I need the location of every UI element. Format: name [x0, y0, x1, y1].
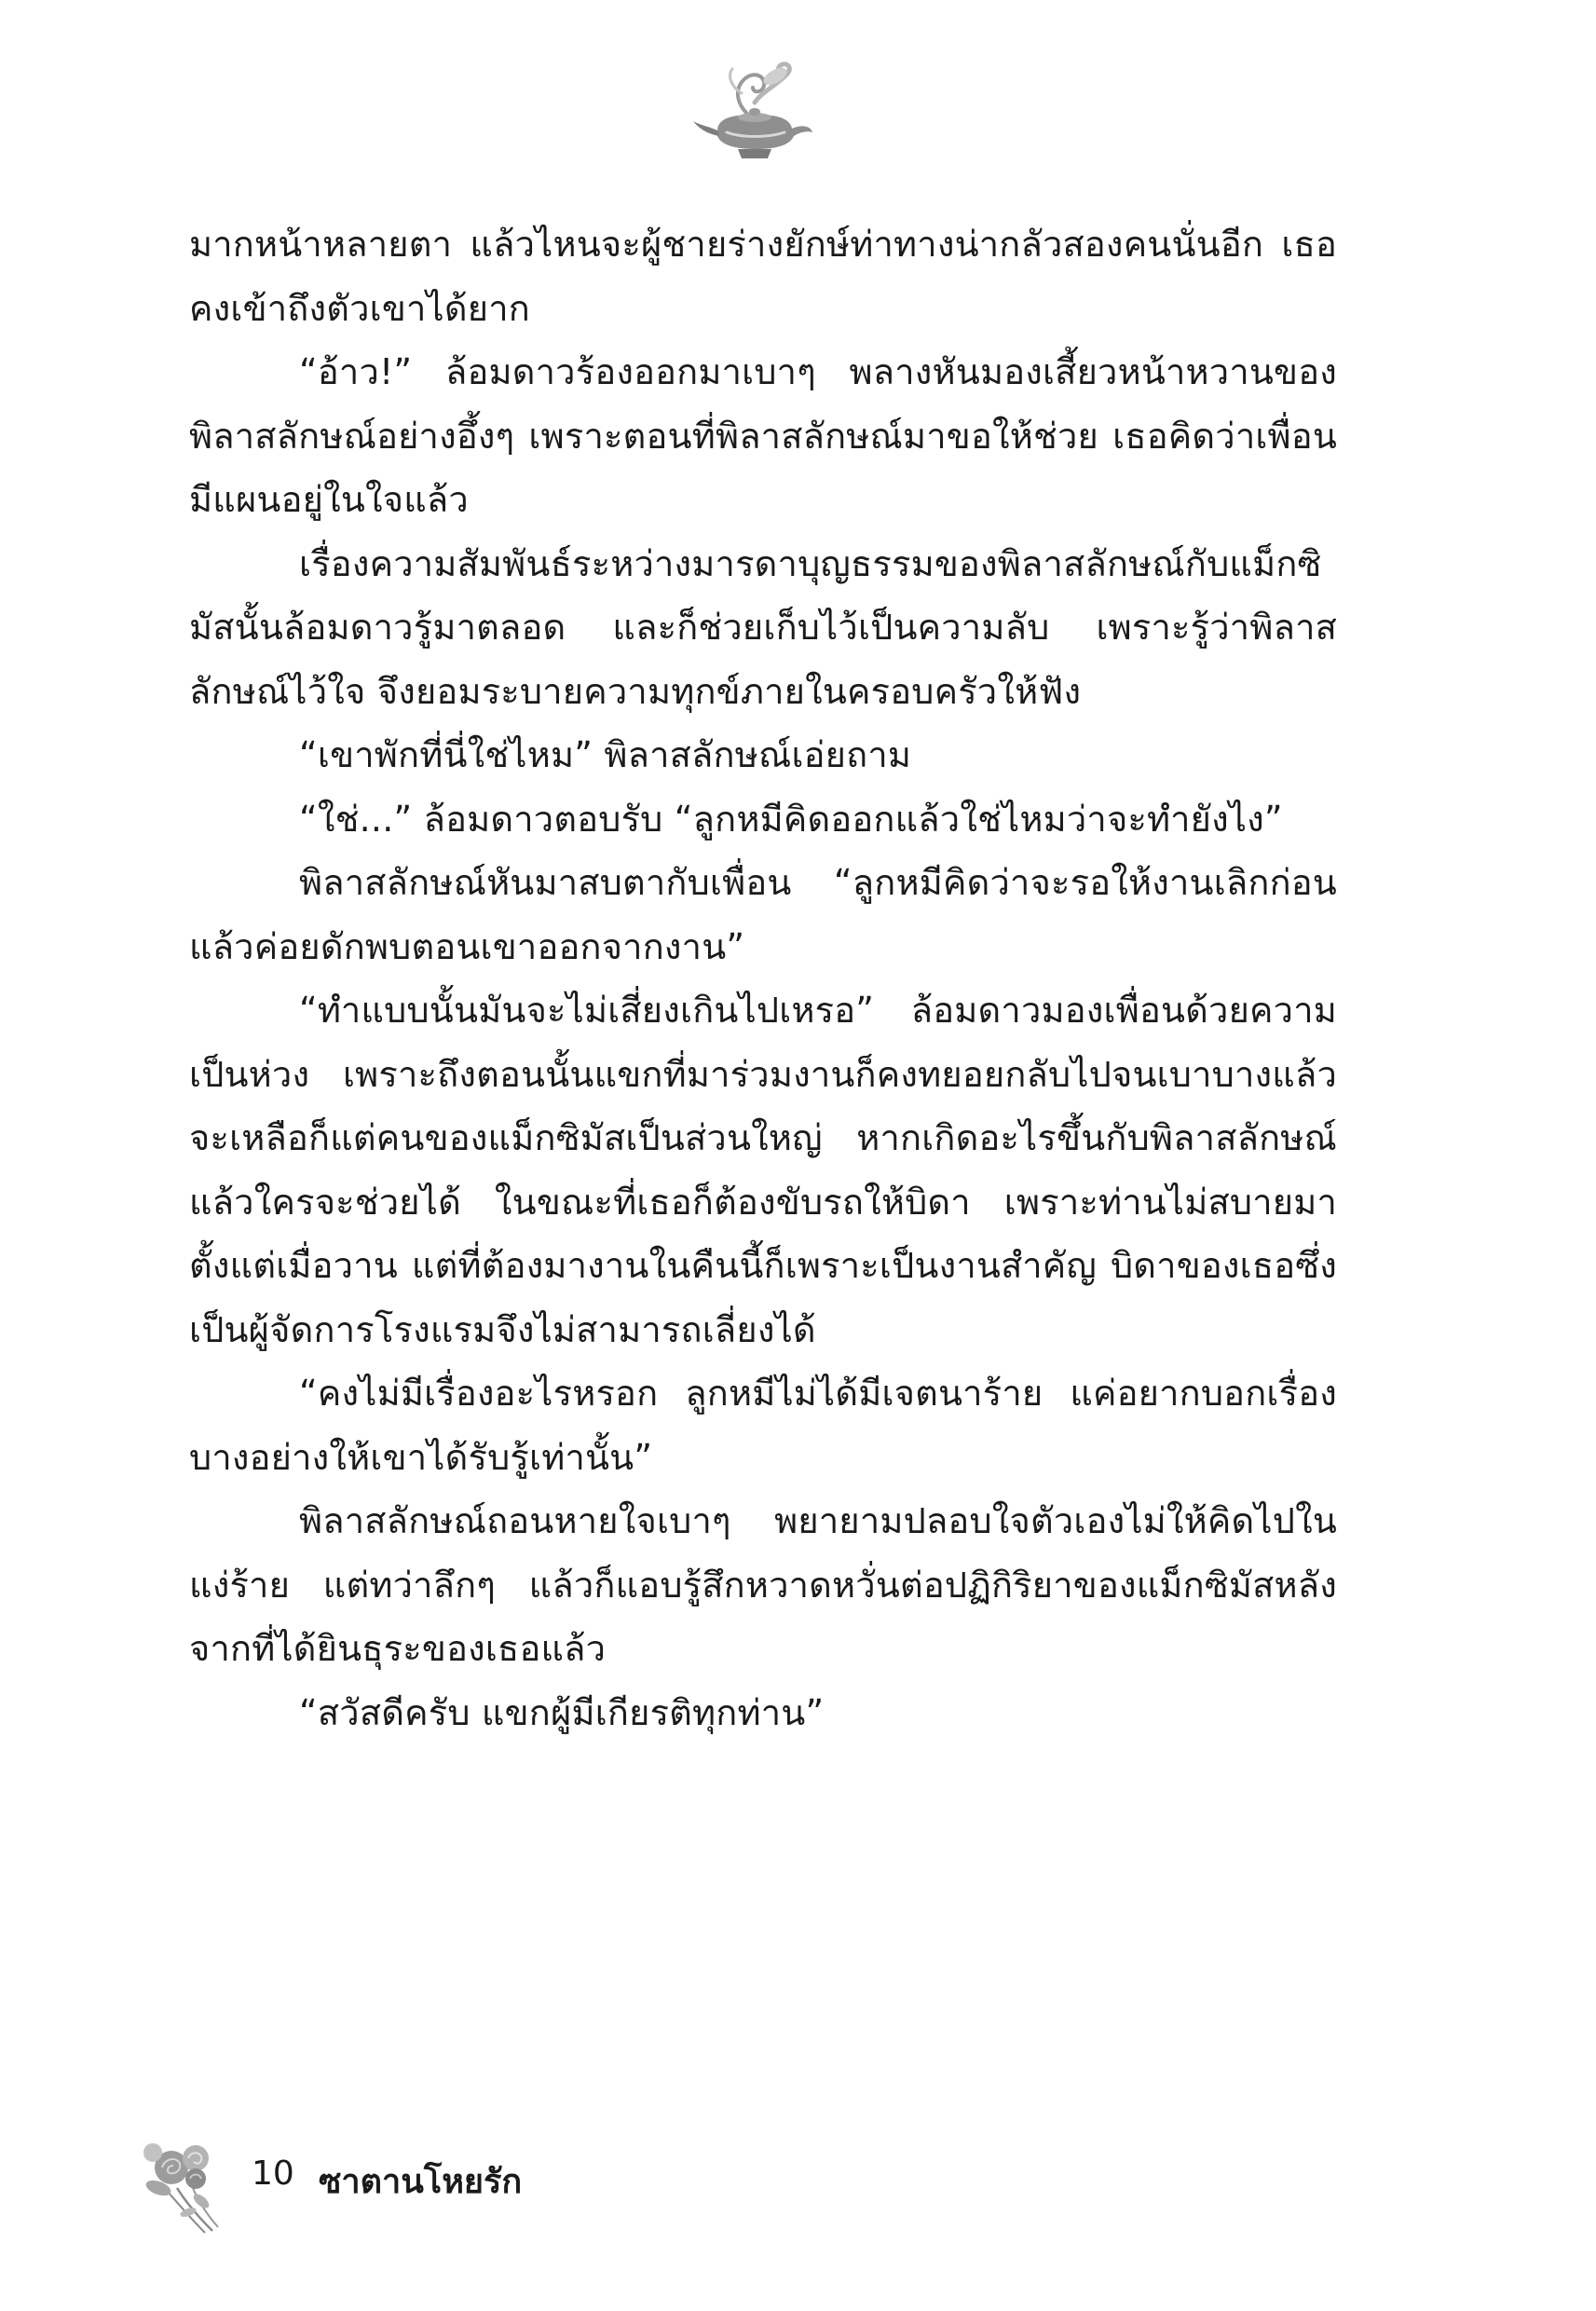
rose-bouquet-icon [140, 2134, 229, 2236]
page-number: 10 [252, 2154, 294, 2193]
paragraph-3: เรื่องความสัมพันธ์ระหว่างมารดาบุญธรรมของพิลาสลักษณ์กับแม็กซิมัสนั้นล้อมดาวรู้มาตลอด และก็ช่วยเก็บไว้เป็นความลับ เพราะรู้ว่าพิลาสลักษณ์ไว้ใจ จึงยอมระบายความทุกข์ภายในครอบครัวให้ฟัง [189, 542, 1337, 712]
paragraph-7: “ทำแบบนั้นมันจะไม่เสี่ยงเกินไปเหรอ” ล้อมดาวมองเพื่อนด้วยความเป็นห่วง เพราะถึงตอนนั้นแขกที่มาร่วมงานก็คงทยอยกลับไปจนเบาบางแล้ว จะเหลือก็แต่คนของแม็กซิมัสเป็นส่วนใหญ่ หากเกิดอะไรขึ้นกับพิลาสลักษณ์แล้วใครจะช่วยได้ ในขณะที่เธอก็ต้องขับรถให้บิดา เพราะท่านไม่สบายมาตั้งแต่เมื่อวาน แต่ที่ต้องมางานในคืนนี้ก็เพราะเป็นงานสำคัญ บิดาของเธอซึ่งเป็นผู้จัดการโรงแรมจึงไม่สามารถเลี่ยงได้ [189, 990, 1337, 1350]
book-title: ซาตานโหยรัก [319, 2163, 523, 2201]
lamp-genie-ornament-icon [689, 56, 820, 168]
paragraph-4: “เขาพักที่นี่ใช่ไหม” พิลาสลักษณ์เอ่ยถาม [299, 734, 912, 775]
paragraph-2: “อ้าว!” ล้อมดาวร้องออกมาเบาๆ พลางหันมองเสี้ยวหน้าหวานของพิลาสลักษณ์อย่างอึ้งๆ เพราะตอนที่พิลาสลักษณ์มาขอให้ช่วย เธอคิดว่าเพื่อนมีแผนอยู่ในใจแล้ว [189, 351, 1337, 520]
paragraph-1: มากหน้าหลายตา แล้วไหนจะผู้ชายร่างยักษ์ท่าทางน่ากลัวสองคนนั่นอีก เธอคงเข้าถึงตัวเขาได้ยาก [189, 224, 1337, 329]
page-footer [140, 2134, 792, 2236]
paragraph-5: “ใช่...” ล้อมดาวตอบรับ “ลูกหมีคิดออกแล้วใช่ไหมว่าจะทำยังไง” [299, 798, 1283, 840]
paragraph-8: “คงไม่มีเรื่องอะไรหรอก ลูกหมีไม่ได้มีเจตนาร้าย แค่อยากบอกเรื่องบางอย่างให้เขาได้รับรู้เท่านั้น” [189, 1373, 1337, 1478]
paragraph-9: พิลาสลักษณ์ถอนหายใจเบาๆ พยายามปลอบใจตัวเองไม่ให้คิดไปในแง่ร้าย แต่ทว่าลึกๆ แล้วก็แอบรู้สึกหวาดหวั่นต่อปฏิกิริยาของแม็กซิมัสหลังจากที่ได้ยินธุระของเธอแล้ว [189, 1500, 1337, 1669]
paragraph-6: พิลาสลักษณ์หันมาสบตากับเพื่อน “ลูกหมีคิดว่าจะรอให้งานเลิกก่อนแล้วค่อยดักพบตอนเขาออกจากงาน” [189, 862, 1337, 967]
paragraph-10: “สวัสดีครับ แขกผู้มีเกียรติทุกท่าน” [299, 1691, 825, 1733]
body-text [189, 212, 1337, 1744]
